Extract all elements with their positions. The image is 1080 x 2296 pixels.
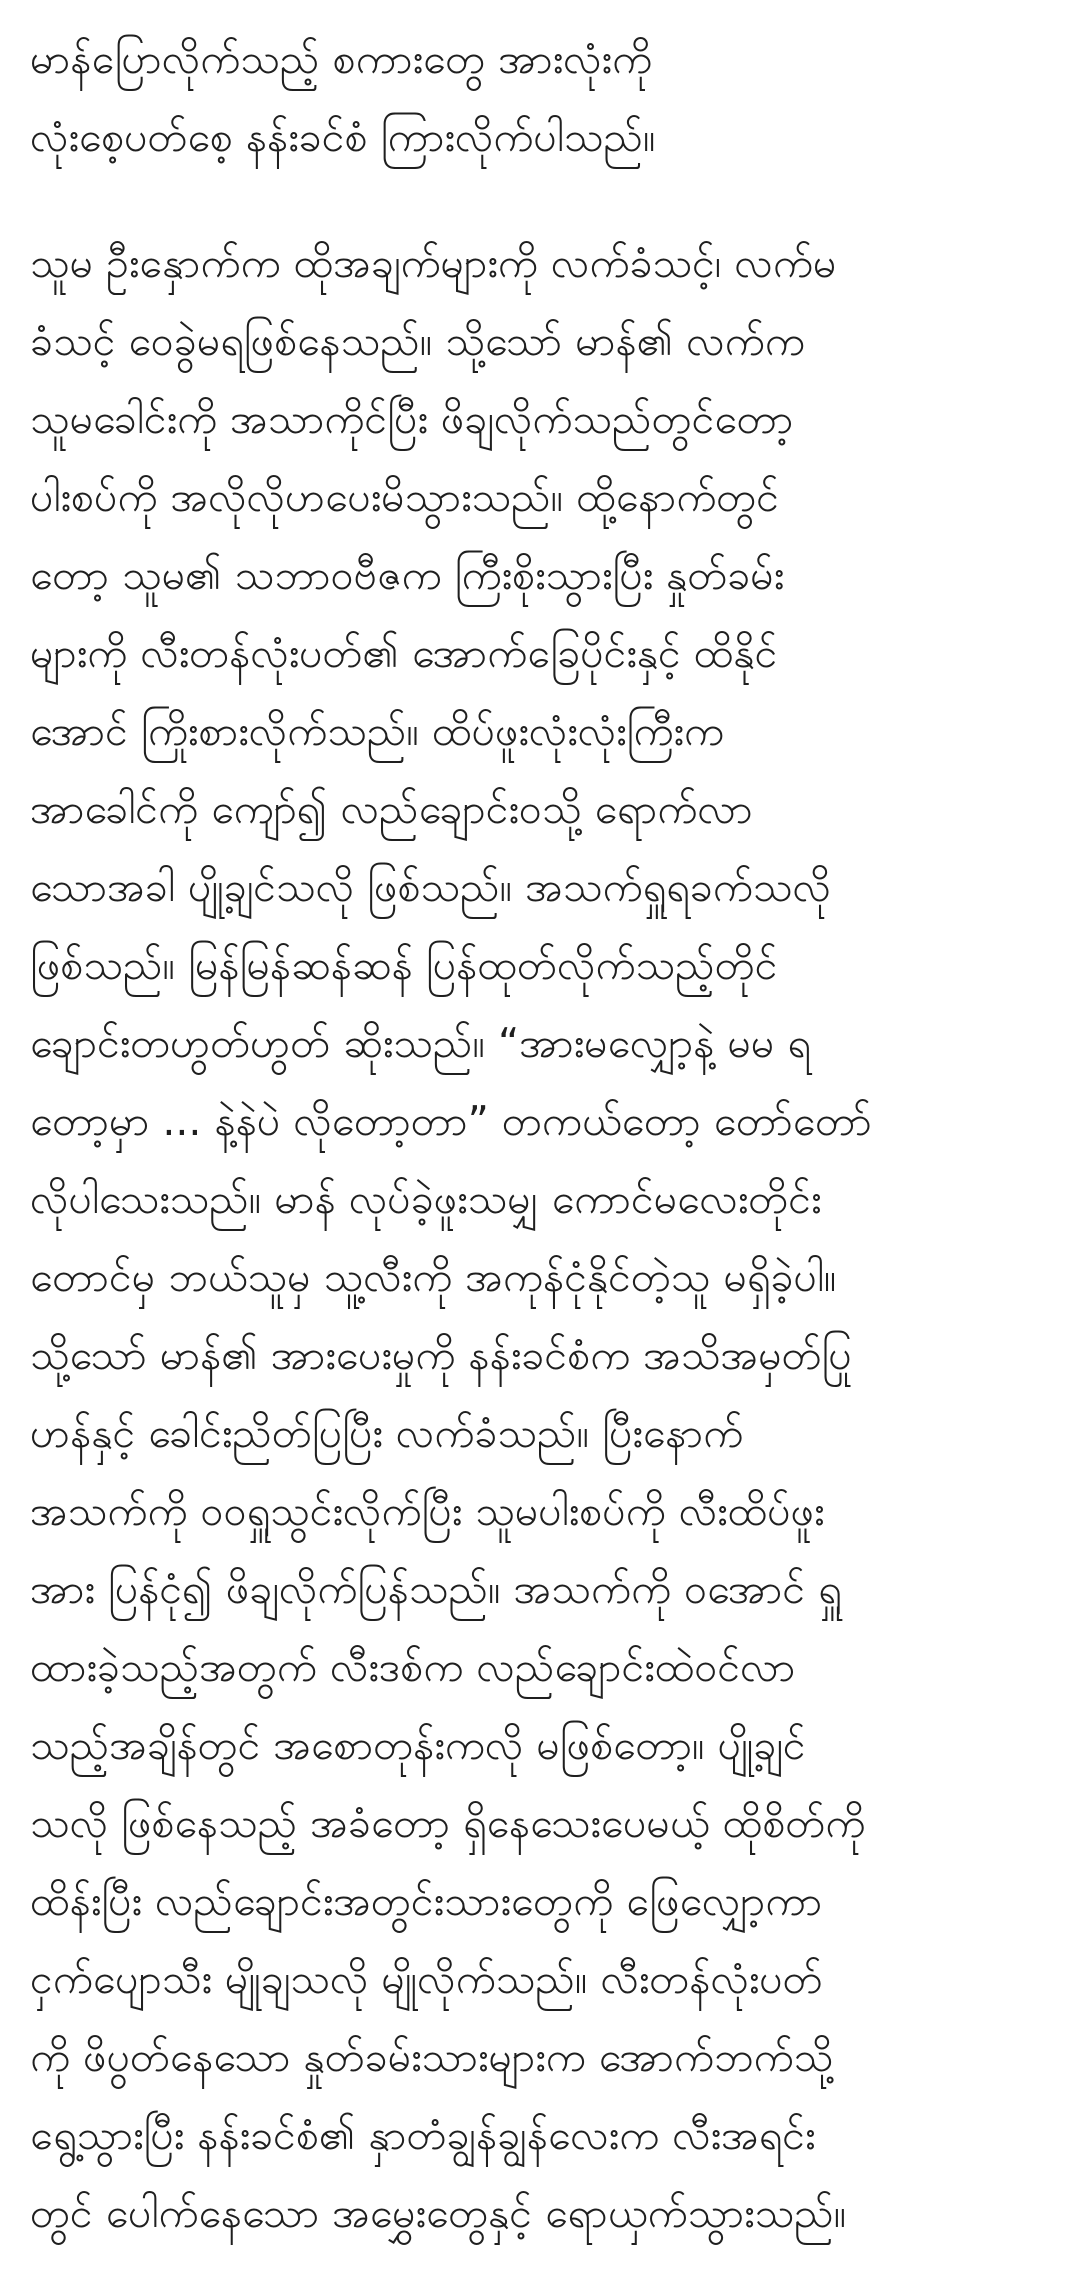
text-line: ထိန်းပြီး လည်ချောင်းအတွင်းသားတွေကို ဖြေလျှော့ကာ: [30, 1877, 823, 1925]
text-line: ပါးစပ်ကို အလိုလိုဟပေးမိသွားသည်။ ထို့နောက်တွင်: [30, 473, 779, 521]
text-line: သူမခေါင်းကို အသာကိုင်ပြီး ဖိချလိုက်သည်တွင်တော့: [30, 395, 794, 443]
text-line: တောင်မှ ဘယ်သူမှ သူ့လီးကို အကုန်ငုံနိုင်တဲ့သူ မရှိခဲ့ပါ။: [30, 1253, 837, 1301]
text-line: အောင် ကြိုးစားလိုက်သည်။ ထိပ်ဖူးလုံးလုံးကြီးက: [30, 707, 725, 755]
text-line: ရွေ့သွားပြီး နန်းခင်စံ၏ နှာတံချွန်ချွန်လေးက လီးအရင်း: [30, 2111, 816, 2159]
text-line: တွင် ပေါက်နေသော အမွှေးတွေနှင့် ရောယှက်သွားသည်။: [30, 2189, 847, 2237]
text-line: များကို လီးတန်လုံးပတ်၏ အောက်ခြေပိုင်းနှင့် ထိနိုင်: [30, 629, 778, 677]
text-line: လုံးစေ့ပတ်စေ့ နန်းခင်စံ ကြားလိုက်ပါသည်။: [30, 113, 656, 161]
text-line: ခံသင့် ဝေခွဲမရဖြစ်နေသည်။ သို့သော် မာန်၏ လက်က: [30, 317, 805, 365]
text-line: သူမ ဦးနှောက်က ထိုအချက်များကို လက်ခံသင့်၊ လက်မ: [30, 239, 837, 287]
text-line: တော့မှာ ... နဲ့နဲပဲ လိုတော့တာ” တကယ်တော့ တော်တော်: [30, 1097, 872, 1145]
text-line: မာန်ပြောလိုက်သည့် စကားတွေ အားလုံးကို: [30, 35, 653, 83]
text-line: သောအခါ ပျို့ချင်သလို ဖြစ်သည်။ အသက်ရှူရခက်သလို: [30, 863, 831, 911]
text-line: ကို ဖိပွတ်နေသော နှုတ်ခမ်းသားများက အောက်ဘက်သို့: [30, 2033, 834, 2081]
text-line: သို့သော် မာန်၏ အားပေးမှုကို နန်းခင်စံက အသိအမှတ်ပြု: [30, 1331, 852, 1379]
text-line: ထားခဲ့သည့်အတွက် လီးဒစ်က လည်ချောင်းထဲဝင်လာ: [30, 1643, 796, 1691]
text-line: ဟန်နှင့် ခေါင်းညိတ်ပြပြီး လက်ခံသည်။ ပြီးနောက်: [30, 1409, 744, 1457]
text-line: ချောင်းတဟွတ်ဟွတ် ဆိုးသည်။ “အားမလျှော့နဲ့ မမ ရ: [30, 1019, 811, 1067]
text-line: အာခေါင်ကို ကျော်၍ လည်ချောင်းဝသို့ ရောက်လာ: [30, 785, 753, 833]
text-line: သည့်အချိန်တွင် အစောတုန်းကလို မဖြစ်တော့။ ပျို့ချင်: [30, 1721, 806, 1769]
text-line: တော့ သူမ၏ သဘာဝဗီဇက ကြီးစိုးသွားပြီး နှုတ်ခမ်း: [30, 551, 785, 599]
text-line: အသက်ကို ဝဝရှူသွင်းလိုက်ပြီး သူမပါးစပ်ကို လီးထိပ်ဖူး: [30, 1487, 825, 1535]
text-line: လိုပါသေးသည်။ မာန် လုပ်ခဲ့ဖူးသမျှ ကောင်မလေးတိုင်း: [30, 1175, 822, 1223]
text-line: အား ပြန်ငုံ၍ ဖိချလိုက်ပြန်သည်။ အသက်ကို ဝအောင် ရှူ: [30, 1565, 842, 1613]
text-line: ဖြစ်သည်။ မြန်မြန်ဆန်ဆန် ပြန်ထုတ်လိုက်သည့်တိုင်: [30, 941, 778, 989]
text-line: သလို ဖြစ်နေသည့် အခံတော့ ရှိနေသေးပေမယ့် ထိုစိတ်ကို: [30, 1799, 866, 1847]
text-line: ငှက်ပျောသီး မျိုချသလို မျိုလိုက်သည်။ လီးတန်လုံးပတ်: [30, 1955, 823, 2003]
